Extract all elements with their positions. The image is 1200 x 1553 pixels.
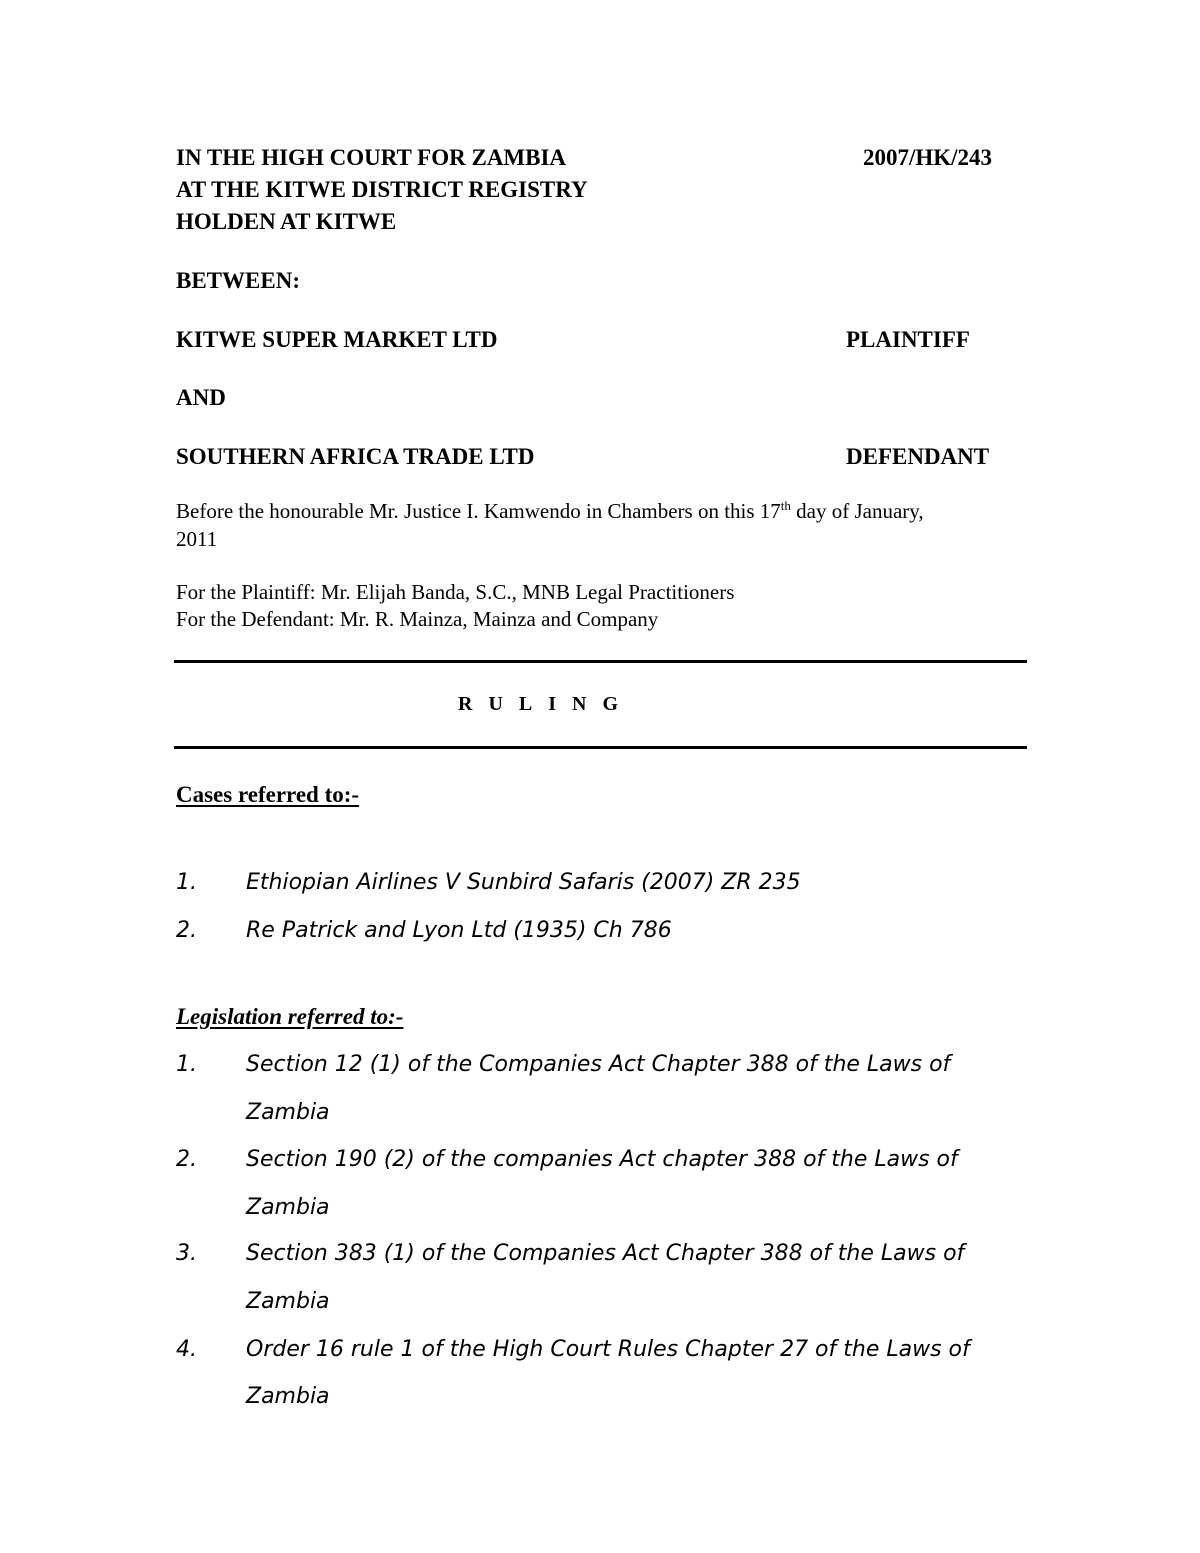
bottom-divider [174, 746, 1027, 749]
and-label: AND [176, 385, 226, 410]
legislation-heading: Legislation referred to:- [176, 1004, 404, 1029]
legislation-item-line: Section 12 (1) of the Companies Act Chapter 388 of the Laws of [246, 1052, 951, 1077]
before-statement [176, 497, 924, 525]
legislation-item-number: 4. [176, 1337, 197, 1362]
before-superscript: th [780, 498, 791, 513]
legislation-item-line: Section 190 (2) of the companies Act chapter 388 of the Laws of [246, 1147, 958, 1172]
before-text-a: Before the honourable Mr. Justice I. Kamwendo in Chambers on this 17 [176, 499, 781, 523]
legislation-item-line: Zambia [246, 1195, 330, 1220]
legislation-item-line: Zambia [246, 1100, 330, 1125]
case-item-number: 1. [176, 870, 197, 895]
between-label: BETWEEN: [176, 268, 300, 293]
ruling-title: RULING [458, 693, 635, 715]
case-item-number: 2. [176, 918, 197, 943]
legislation-item-line: Zambia [246, 1289, 330, 1314]
plaintiff-counsel: For the Plaintiff: Mr. Elijah Banda, S.C., MNB Legal Practitioners [176, 580, 735, 604]
plaintiff-name: KITWE SUPER MARKET LTD [176, 327, 498, 352]
legislation-item-line: Zambia [246, 1384, 330, 1409]
legislation-item-line: Section 383 (1) of the Companies Act Chapter 388 of the Laws of [246, 1241, 965, 1266]
defendant-role: DEFENDANT [846, 444, 990, 469]
cases-heading: Cases referred to:- [176, 782, 360, 807]
court-name: IN THE HIGH COURT FOR ZAMBIA [176, 145, 567, 170]
court-location: HOLDEN AT KITWE [176, 209, 397, 234]
court-registry: AT THE KITWE DISTRICT REGISTRY [176, 177, 588, 202]
before-text-b: day of January, [790, 499, 924, 523]
before-year: 2011 [176, 527, 218, 551]
plaintiff-role: PLAINTIFF [846, 327, 970, 352]
defendant-counsel: For the Defendant: Mr. R. Mainza, Mainza and Company [176, 607, 659, 631]
legislation-item-number: 2. [176, 1147, 197, 1172]
case-item: Re Patrick and Lyon Ltd (1935) Ch 786 [246, 918, 672, 943]
case-number: 2007/HK/243 [863, 145, 993, 170]
case-item: Ethiopian Airlines V Sunbird Safaris (2007) ZR 235 [246, 870, 801, 895]
legislation-item-line: Order 16 rule 1 of the High Court Rules Chapter 27 of the Laws of [246, 1337, 970, 1362]
defendant-name: SOUTHERN AFRICA TRADE LTD [176, 444, 535, 469]
legislation-item-number: 3. [176, 1241, 197, 1266]
top-divider [174, 660, 1027, 663]
legislation-item-number: 1. [176, 1052, 197, 1077]
